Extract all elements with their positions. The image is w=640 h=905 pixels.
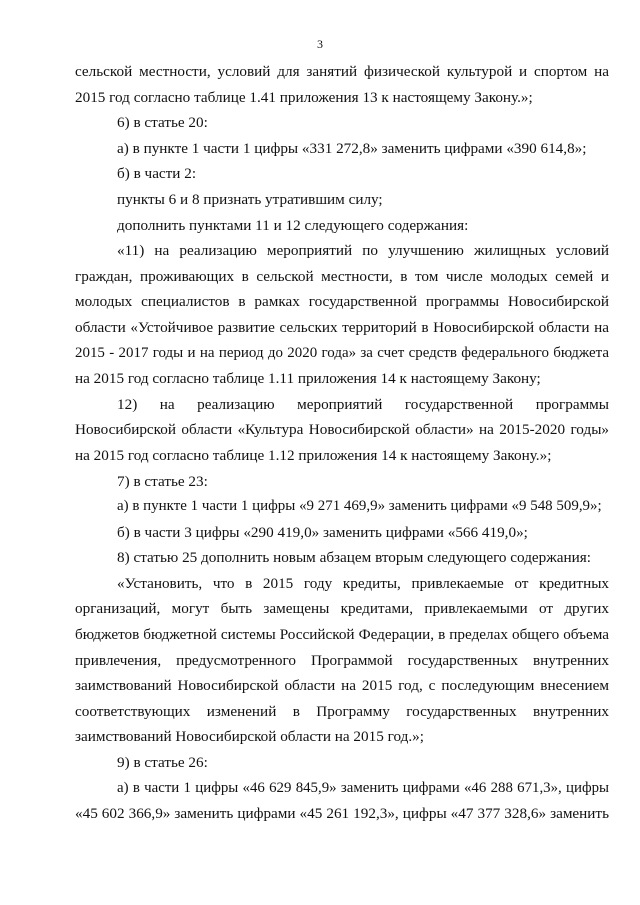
text-line: пункты 6 и 8 признать утратившим силу; — [117, 190, 383, 208]
page-number: 3 — [317, 37, 323, 51]
text-line: соответствующих изменений в Программу государственных внутренних — [75, 702, 609, 720]
text-line: области «Устойчивое развитие сельских территорий в Новосибирской области на — [75, 318, 609, 336]
text-line: 2015 год согласно таблице 1.41 приложения 13 к настоящему Закону.»; — [75, 88, 533, 106]
text-line: на 2015 год согласно таблице 1.11 приложения 14 к настоящему Закону; — [75, 370, 541, 388]
text-line: а) в части 1 цифры «46 629 845,9» заменить цифрами «46 288 671,3», цифры — [117, 779, 609, 796]
text-line: 8) статью 25 дополнить новым абзацем вторым следующего содержания: — [117, 549, 591, 567]
text-line: заимствований Новосибирской области на 2015 год, с последующим внесением — [75, 677, 609, 695]
text-line: 7) в статье 23: — [117, 472, 208, 490]
text-line: Новосибирской области «Культура Новосибирской области» на 2015-2020 годы» — [75, 421, 609, 439]
text-line: «11) на реализацию мероприятий по улучшению жилищных условий — [117, 242, 609, 260]
text-line: 6) в статье 20: — [117, 114, 208, 132]
text-line: 2015 - 2017 годы и на период до 2020 года» за счет средств федерального бюджета — [75, 344, 609, 361]
document-body — [75, 59, 609, 827]
text-line: заимствований Новосибирской области на 2015 год.»; — [75, 728, 424, 746]
text-line: привлечения, предусмотренного Программой государственных внутренних — [75, 651, 609, 669]
text-line: а) в пункте 1 части 1 цифры «331 272,8» заменить цифрами «390 614,8»; — [117, 139, 587, 157]
text-line: молодых специалистов в рамках государственной программы Новосибирской — [75, 293, 609, 311]
text-line: «45 602 366,9» заменить цифрами «45 261 192,3», цифры «47 377 328,6» заменить — [75, 805, 609, 823]
text-line: б) в части 2: — [117, 165, 197, 183]
text-line: сельской местности, условий для занятий физической культурой и спортом на — [75, 63, 609, 80]
text-line: организаций, могут быть замещены кредитами, привлекаемыми от других — [75, 600, 609, 618]
text-line: граждан, проживающих в сельской местности, в том числе молодых семей и — [75, 267, 609, 285]
text-line: на 2015 год согласно таблице 1.12 приложения 14 к настоящему Закону.»; — [75, 446, 552, 464]
text-line: 12) на реализацию мероприятий государственной программы — [117, 395, 609, 413]
text-line: дополнить пунктами 11 и 12 следующего содержания: — [117, 216, 469, 234]
text-line: бюджетов бюджетной системы Российской Федерации, в пределах общего объема — [75, 626, 609, 644]
text-line: 9) в статье 26: — [117, 754, 208, 772]
text-line: «Установить, что в 2015 году кредиты, привлекаемые от кредитных — [117, 574, 609, 592]
text-line: б) в части 3 цифры «290 419,0» заменить цифрами «566 419,0»; — [117, 523, 528, 541]
text-line: а) в пункте 1 части 1 цифры «9 271 469,9» заменить цифрами «9 548 509,9»; — [117, 498, 602, 515]
